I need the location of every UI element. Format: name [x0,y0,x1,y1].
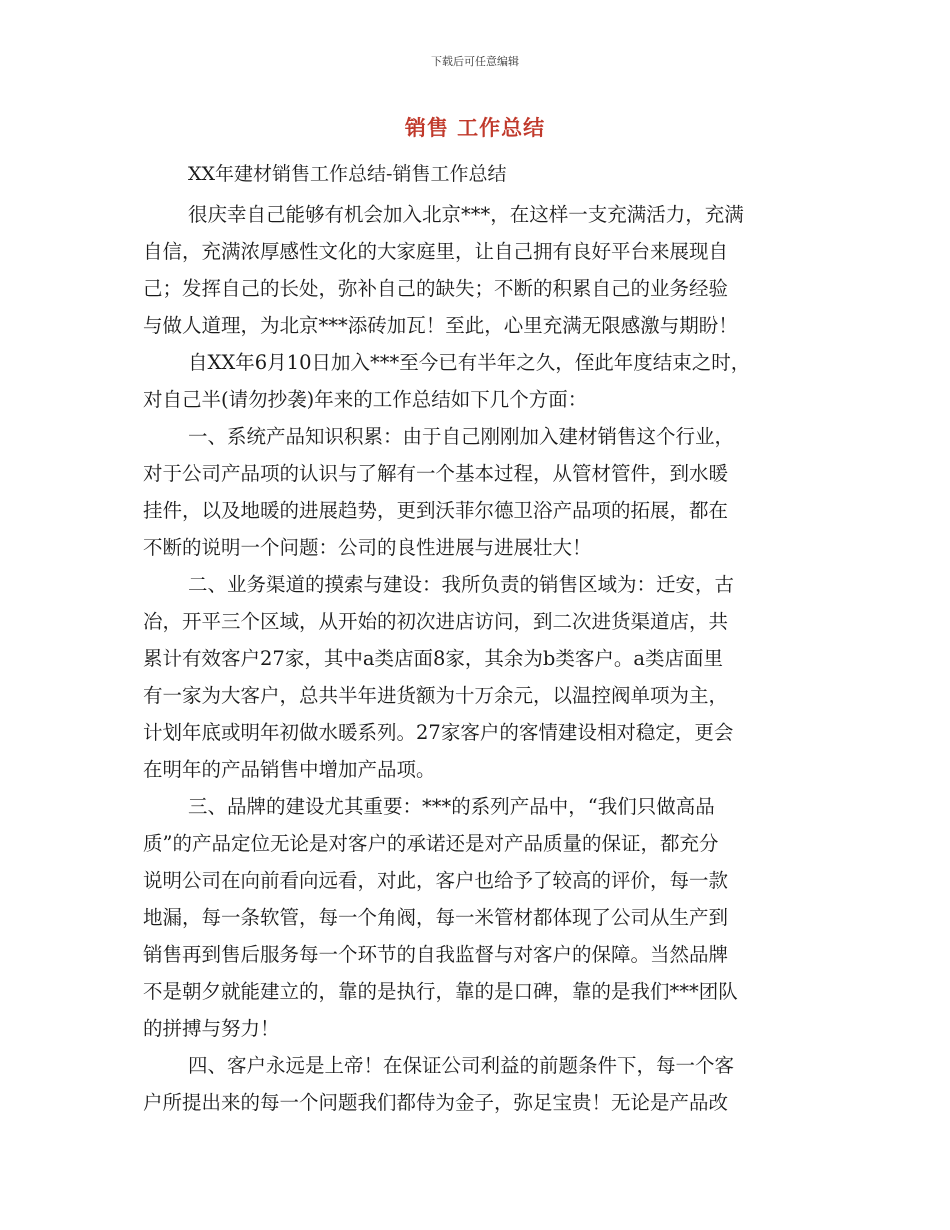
text-line: 对自己半(请勿抄袭)年来的工作总结如下几个方面： [143,388,588,411]
text-line: 计划年底或明年初做水暖系列。27家客户的客情建设相对稳定，更会 [143,721,734,744]
paragraph [143,196,808,344]
text-line: 不断的说明一个问题：公司的良性进展与进展壮大！ [143,536,592,559]
text-line: 与做人道理，为北京***添砖加瓦！至此，心里充满无限感激与期盼！ [143,314,738,337]
paragraph [143,1047,808,1121]
text-line: 在明年的产品销售中增加产品项。 [143,758,436,781]
text-line: 四、客户永远是上帝！在保证公司利益的前题条件下，每一个客 [188,1054,735,1077]
text-line: 质”的产品定位无论是对客户的承诺还是对产品质量的保证，都充分 [143,832,719,855]
paragraph [143,566,808,788]
text-line: 自信，充满浓厚感性文化的大家庭里，让自己拥有良好平台来展现自 [143,240,729,263]
text-line: 有一家为大客户，总共半年进货额为十万余元，以温控阀单项为主， [143,684,729,707]
text-line: 挂件，以及地暖的进展趋势，更到沃菲尔德卫浴产品项的拓展，都在 [143,499,729,522]
document-subtitle: XX年建材销售工作总结-销售工作总结 [188,163,507,185]
text-line: 累计有效客户27家，其中a类店面8家，其余为b类客户。a类店面里 [143,647,723,670]
text-line: 户所提出来的每一个问题我们都侍为金子，弥足宝贵！无论是产品改 [143,1091,729,1114]
document-body [143,196,808,1121]
page-header-note: 下载后可任意编辑 [431,55,519,68]
text-line: 三、品牌的建设尤其重要：***的系列产品中，“我们只做高品 [188,795,715,818]
text-line: 一、系统产品知识积累：由于自己刚刚加入建材销售这个行业， [188,425,735,448]
text-line: 销售再到售后服务每一个环节的自我监督与对客户的保障。当然品牌 [143,943,729,966]
text-line: 己；发挥自己的长处，弥补自己的缺失；不断的积累自己的业务经验 [143,277,729,300]
text-line: 很庆幸自己能够有机会加入北京***，在这样一支充满活力，充满 [188,203,744,226]
text-line: 不是朝夕就能建立的，靠的是执行，靠的是口碑，靠的是我们***团队 [143,980,738,1003]
paragraph [143,344,808,418]
text-line: 地漏，每一条软管，每一个角阀，每一米管材都体现了公司从生产到 [143,906,729,929]
text-line: 对于公司产品项的认识与了解有一个基本过程，从管材管件，到水暖 [143,462,729,485]
document-title: 销售 工作总结 [404,116,546,140]
text-line: 说明公司在向前看向远看，对此，客户也给予了较高的评价，每一款 [143,869,729,892]
text-line: 二、业务渠道的摸索与建设：我所负责的销售区域为：迁安，古 [188,573,735,596]
paragraph [143,788,808,1047]
text-line: 的拼搏与努力！ [143,1017,280,1040]
text-line: 自XX年6月10日加入***至今已有半年之久，侄此年度结束之时， [188,351,751,374]
paragraph [143,418,808,566]
text-line: 冶，开平三个区域，从开始的初次进店访问，到二次进货渠道店，共 [143,610,729,633]
